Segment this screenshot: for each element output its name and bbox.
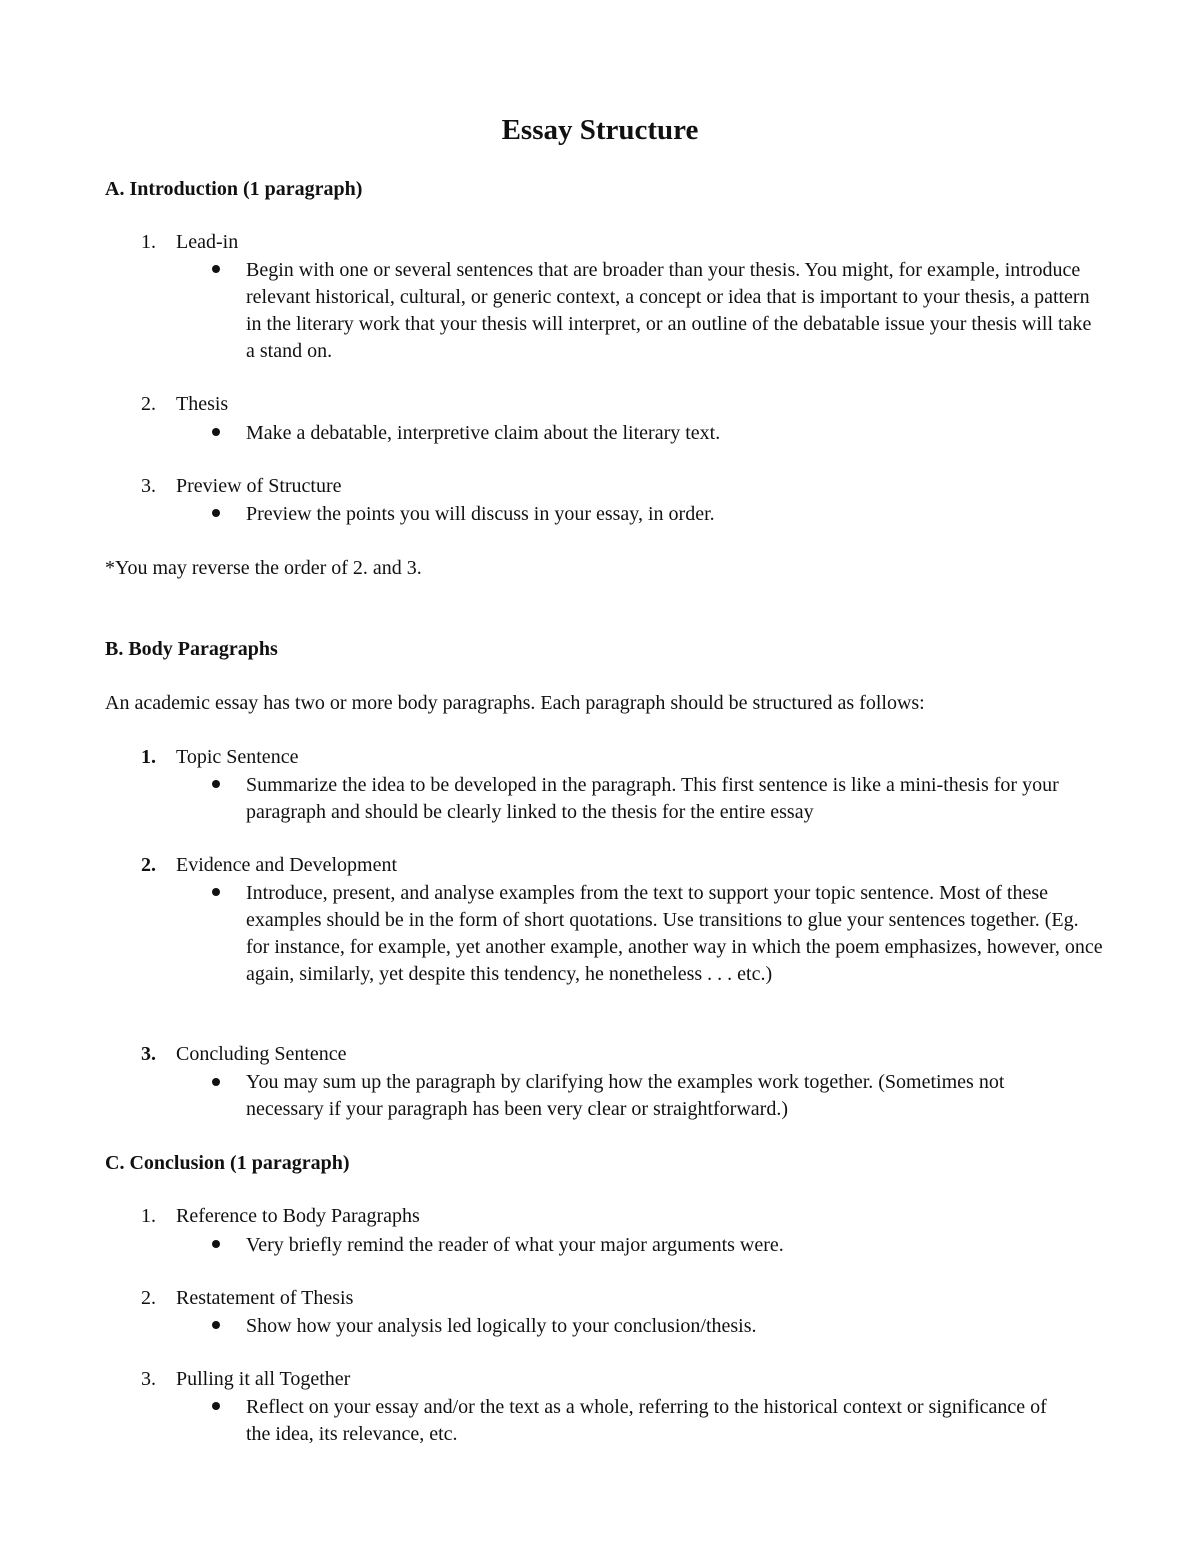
item-label-lead-in: Lead-in: [176, 231, 239, 253]
bullet-text-topic-sentence: Summarize the idea to be developed in the paragraph. This first sentence is like a mini-thesis for your paragraph and should be clearly linked to the thesis for the entire essay: [246, 774, 1059, 823]
item-number: 3.: [141, 1368, 156, 1390]
item-label-pulling-it-all-together: Pulling it all Together: [176, 1368, 351, 1390]
bullet-text-pulling-it-all-together: Reflect on your essay and/or the text as a whole, referring to the historical context or significance of the idea, its relevance, etc.: [246, 1396, 1047, 1445]
item-number: 2.: [141, 393, 156, 415]
bullet-dot-icon: [212, 428, 220, 436]
item-number: 1.: [141, 1205, 156, 1227]
item-number: 1.: [141, 231, 156, 253]
bullet-dot-icon: [212, 509, 220, 517]
page-title: Essay Structure: [501, 114, 699, 146]
section-heading-introduction: A. Introduction (1 paragraph): [105, 178, 363, 200]
bullet-dot-icon: [212, 1402, 220, 1410]
body-paragraphs-intro: An academic essay has two or more body paragraphs. Each paragraph should be structured as follows:: [105, 692, 925, 714]
bullet-text-concluding-sentence: You may sum up the paragraph by clarifying how the examples work together. (Sometimes not necessary if your paragraph has been very clear or straightforward.): [246, 1071, 1005, 1120]
reverse-order-note: *You may reverse the order of 2. and 3.: [105, 557, 422, 579]
bullet-text-preview-of-structure: Preview the points you will discuss in your essay, in order.: [246, 503, 715, 525]
item-number: 1.: [141, 746, 156, 768]
item-number: 3.: [141, 475, 156, 497]
item-label-evidence-and-development: Evidence and Development: [176, 854, 398, 876]
item-number: 2.: [141, 854, 156, 876]
bullet-dot-icon: [212, 1078, 220, 1086]
bullet-dot-icon: [212, 1240, 220, 1248]
bullet-text-thesis: Make a debatable, interpretive claim about the literary text.: [246, 422, 721, 444]
item-label-thesis: Thesis: [176, 393, 229, 415]
item-label-restatement-of-thesis: Restatement of Thesis: [176, 1287, 354, 1309]
item-label-preview-of-structure: Preview of Structure: [176, 475, 342, 497]
item-label-reference-to-body-paragraphs: Reference to Body Paragraphs: [176, 1205, 420, 1227]
bullet-dot-icon: [212, 780, 220, 788]
bullet-text-lead-in: Begin with one or several sentences that are broader than your thesis. You might, for example, introduce relevant historical, cultural, or generic context, a concept or idea that is important to your thesis, a pattern in the literary work that your thesis will interpret, or an outline of the debatable issue your thesis will take a stand on.: [246, 259, 1092, 362]
bullet-text-reference-to-body-paragraphs: Very briefly remind the reader of what your major arguments were.: [246, 1234, 784, 1256]
bullet-dot-icon: [212, 888, 220, 896]
item-number: 3.: [141, 1043, 156, 1065]
bullet-dot-icon: [212, 265, 220, 273]
section-heading-body-paragraphs: B. Body Paragraphs: [105, 638, 278, 660]
bullet-dot-icon: [212, 1321, 220, 1329]
item-number: 2.: [141, 1287, 156, 1309]
bullet-text-restatement-of-thesis: Show how your analysis led logically to your conclusion/thesis.: [246, 1315, 757, 1337]
item-label-concluding-sentence: Concluding Sentence: [176, 1043, 347, 1065]
section-heading-conclusion: C. Conclusion (1 paragraph): [105, 1152, 350, 1174]
item-label-topic-sentence: Topic Sentence: [176, 746, 299, 768]
bullet-text-evidence-and-development: Introduce, present, and analyse examples from the text to support your topic sentence. Most of these examples should be in the form of short quotations. Use transitions to glue your sentences together. (Eg. for instance, for example, yet another example, another way in which the poem emphasizes, however, once again, similarly, yet despite this tendency, he nonetheless . . . etc.): [246, 882, 1103, 985]
